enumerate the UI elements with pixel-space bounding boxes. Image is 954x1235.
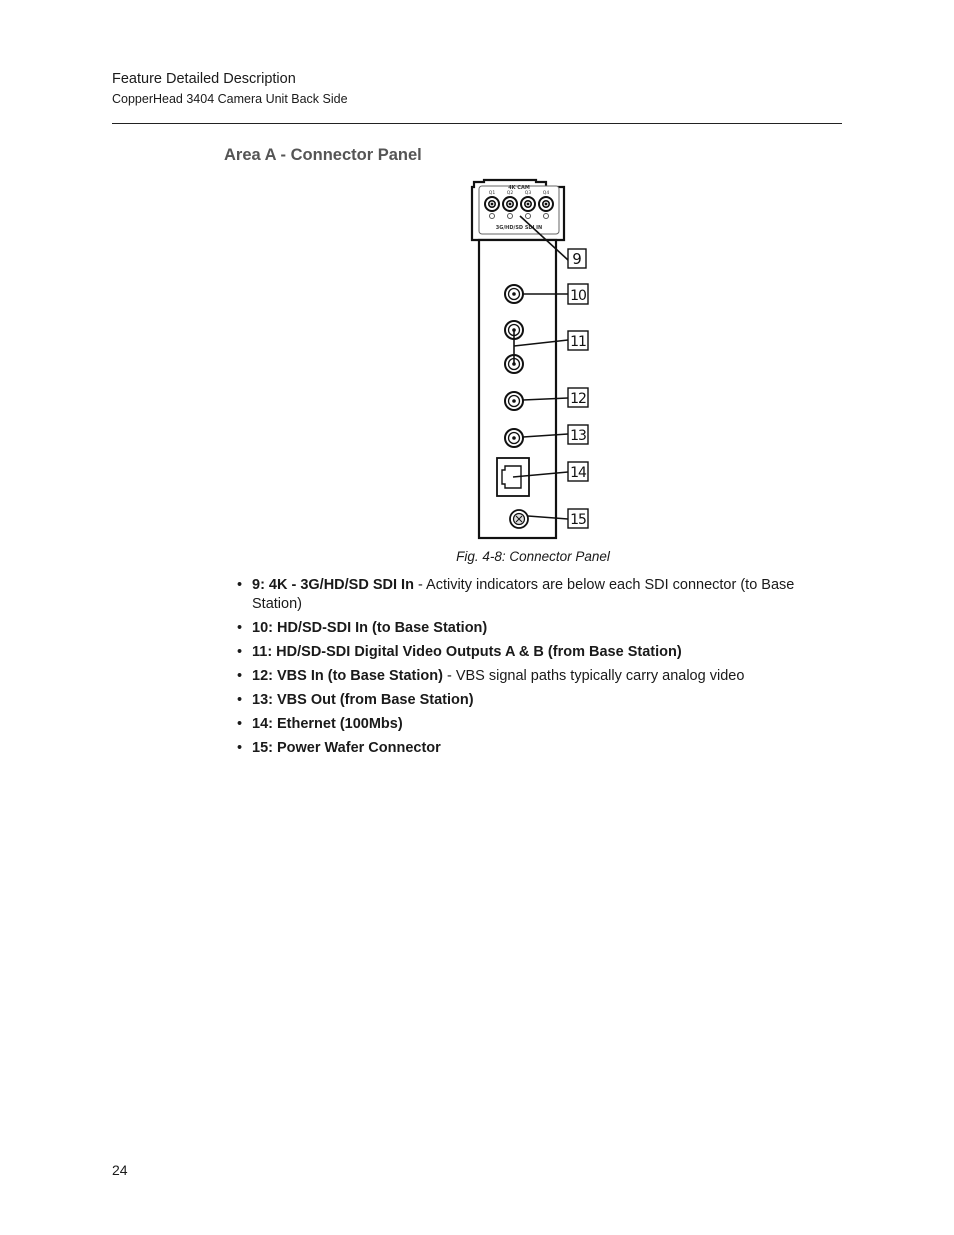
list-item (237, 619, 837, 638)
item-title: 13: VBS Out (from Base Station) (252, 692, 474, 708)
list-item (237, 715, 837, 734)
item-description: - Activity indicators are below each SDI connector (to Base Station) (252, 577, 795, 612)
sdi-module (472, 180, 564, 240)
section-heading: Area A - Connector Panel (224, 146, 422, 164)
callout-11: 11 (570, 334, 586, 350)
figure-caption: Fig. 4-8: Connector Panel (456, 549, 610, 564)
bullet-dot: • (237, 668, 243, 684)
item-title: 11: HD/SD-SDI Digital Video Outputs A & B (from Base Station) (252, 644, 682, 660)
list-item (237, 667, 837, 686)
list-item (237, 576, 837, 614)
power-wafer-connector-15 (510, 510, 528, 528)
list-item (237, 739, 837, 758)
bullet-dot: • (237, 740, 243, 756)
callout-14: 14 (570, 465, 586, 481)
item-title: 15: Power Wafer Connector (252, 740, 441, 756)
header-divider (112, 123, 842, 124)
header-subtitle: CopperHead 3404 Camera Unit Back Side (112, 92, 348, 106)
item-title: 14: Ethernet (100Mbs) (252, 716, 403, 732)
header-title: Feature Detailed Description (112, 71, 296, 87)
bullet-dot: • (237, 577, 243, 593)
item-title: 9: 4K - 3G/HD/SD SDI In (252, 577, 414, 593)
sdi-port-label-q2: Q2 (506, 191, 514, 196)
callout-13: 13 (570, 428, 586, 444)
callout-15: 15 (570, 512, 586, 528)
page-number: 24 (112, 1162, 128, 1178)
sdi-port-label-q3: Q3 (524, 191, 532, 196)
connector-list (237, 576, 837, 763)
bnc-connector-10 (505, 285, 523, 303)
panel-top-label: 4K CAM (508, 185, 530, 191)
sdi-port-label-q4: Q4 (542, 191, 550, 196)
bullet-dot: • (237, 692, 243, 708)
bullet-dot: • (237, 644, 243, 660)
bullet-dot: • (237, 620, 243, 636)
bnc-connector-13 (505, 429, 523, 447)
list-item (237, 643, 837, 662)
item-description: - VBS signal paths typically carry analog video (442, 668, 745, 684)
item-title: 10: HD/SD-SDI In (to Base Station) (252, 620, 488, 636)
bnc-connector-12 (505, 392, 523, 410)
connector-panel-figure (460, 178, 600, 543)
callout-12: 12 (570, 391, 586, 407)
callout-9: 9 (572, 250, 582, 268)
sdi-port-label-q1: Q1 (488, 191, 496, 196)
callout-10: 10 (570, 288, 586, 304)
sdi-bottom-label: 3G/HD/SD SDI IN (495, 225, 543, 231)
item-title: 12: VBS In (to Base Station) (252, 668, 443, 684)
bullet-dot: • (237, 716, 243, 732)
list-item (237, 691, 837, 710)
